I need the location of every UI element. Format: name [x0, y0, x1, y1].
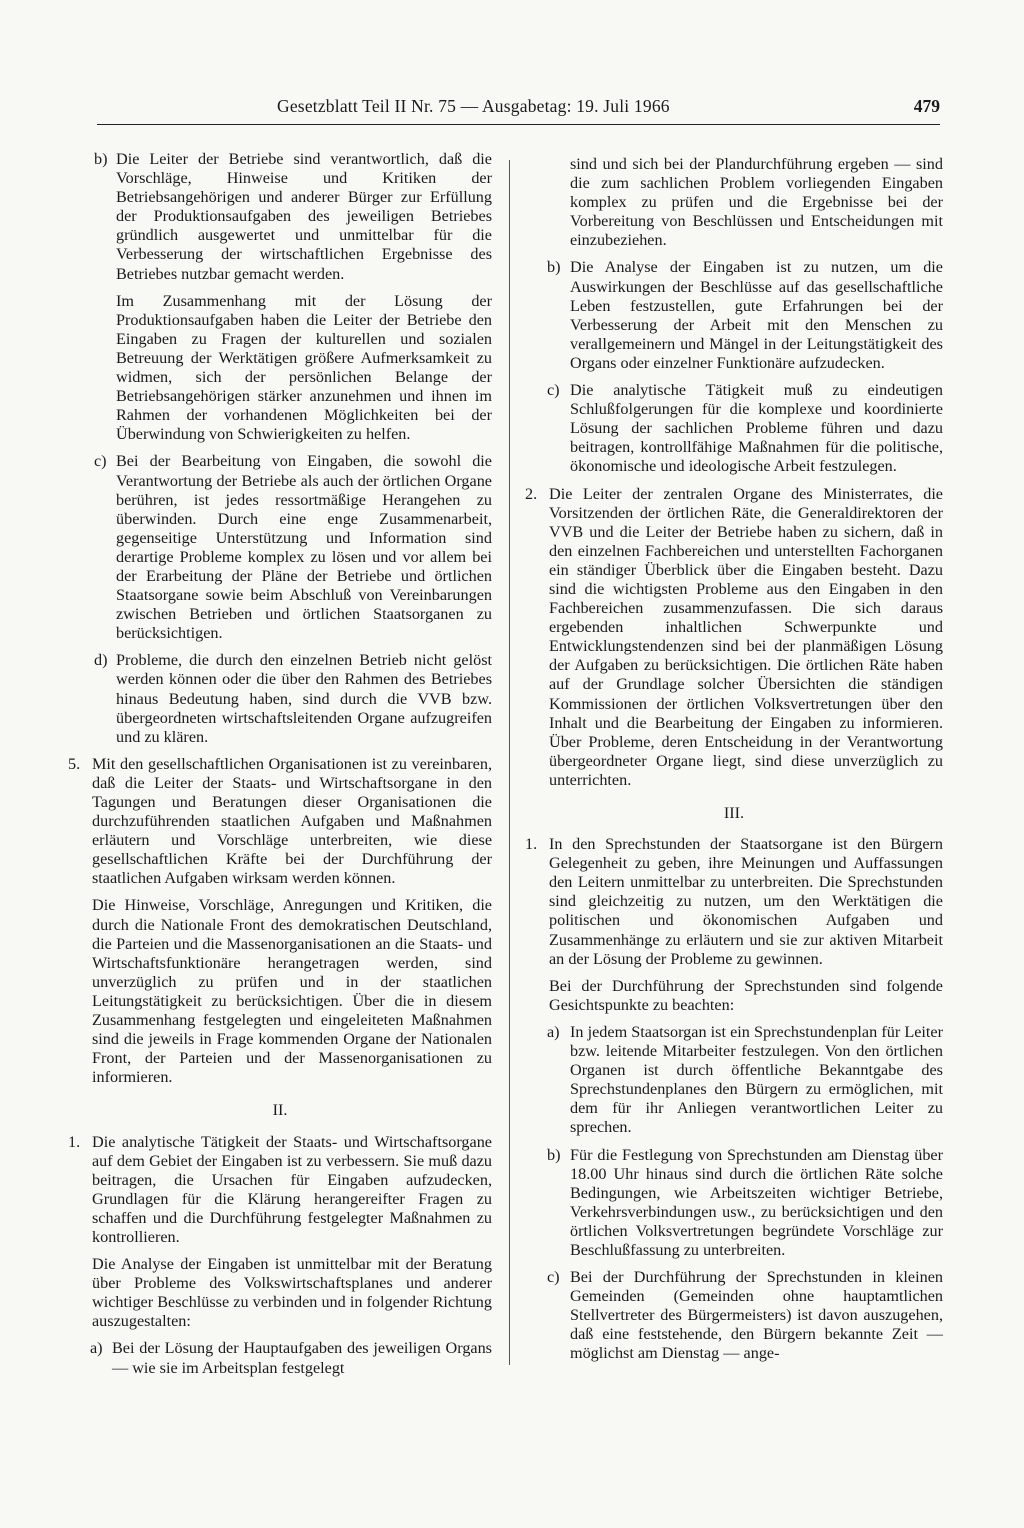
paragraph-text: Bei der Lösung der Hauptaufgaben des jeweiligen Organs — wie sie im Arbeitsplan festgelegt — [112, 1339, 492, 1377]
paragraph-ii-1 — [68, 1133, 492, 1248]
paragraph-b — [68, 150, 492, 284]
paragraph-text: Die analytische Tätigkeit der Staats- und Wirtschaftsorgane auf dem Gebiet der Eingaben ist zu verbessern. Sie muß dazu beitragen, die Ursachen für Eingaben aufzudecken, Grundlagen für die Klärung herangereifter Fragen zu schaffen und die Durchführung festgelegter Maßnahmen zu kontrollieren. — [92, 1132, 492, 1246]
paragraph-iii-1-c — [525, 1268, 943, 1363]
paragraph-text: Mit den gesellschaftlichen Organisationen ist zu vereinbaren, daß die Leiter der Staats- und Wirtschaftsorgane in den Tagungen und Beratungen dieser Organisationen die durchzuführenden staatlichen Aufgaben und Maßnahmen erläutern und Vorschläge unterbreiten, wie diese gesellschaftlichen Kräfte bei der Durchführung der staatlichen Aufgaben wirksam werden können. — [92, 754, 492, 888]
paragraph-iii-1 — [525, 835, 943, 969]
paragraph-5-continued: Die Hinweise, Vorschläge, Anregungen und Kritiken, die durch die Nationale Front des demokratischen Deutschland, die Parteien und die Massenorganisationen an die Staats- und Wirtschaftsfunktionäre herangetragen werden, sind unverzüglich zu prüfen und in der staatlichen Leitungstätigkeit zu berücksichtigen. Über die in diesem Zusammenhang festgelegten und eingeleiteten Maßnahmen sind die jeweils in Frage kommenden Organe der Nationalen Front, der Parteien und der Massenorganisationen zu informieren. — [92, 896, 492, 1087]
paragraph-ii-1-b — [525, 258, 943, 373]
item-label: c) — [94, 452, 107, 471]
page-number: 479 — [913, 96, 940, 116]
item-label: 2. — [525, 484, 538, 503]
item-label: 5. — [68, 754, 81, 773]
paragraph-text: In den Sprechstunden der Staatsorgane ist den Bürgern Gelegenheit zu geben, ihre Meinungen und Auffassungen den Leitern unmittelbar zu unterbreiten. Die Sprechstunden sind gleichzeitig zu nutzen, um den Werktätigen die politischen und ökonomischen Aufgaben und Zusammenhänge zu erläutern und sie zur aktiven Mitarbeit an der Lösung der Probleme zu gewinnen. — [549, 835, 943, 968]
paragraph-text: Die Leiter der zentralen Organe des Ministerrates, die Vorsitzenden der örtlichen Räte, die Generaldirektoren der VVB und die Leiter der Betriebe haben zu sichern, daß in den einzelnen Fachbereichen und unterstellten Fachorganen ein ständiger Überblick über die Eingaben besteht. Dazu sind die wichtigsten Probleme aus den Eingaben in den Fachbereichen zusammenzufassen. Die sich daraus ergebenden inhaltlichen Schwerpunkte und Entwicklungstendenzen sind bei der planmäßigen Lösung der Aufgaben zu berücksichtigen. Die örtlichen Räte haben auf der Grundlage solcher Übersichten die ständigen Kommissionen der örtlichen Volksvertretungen über den Inhalt und die Bearbeitung der Eingaben zu informieren. Über Probleme, deren Entscheidung in der Verantwortung übergeordneter Organe liegt, sind diese unverzüglich zu unterrichten. — [549, 484, 943, 789]
paragraph-text: Für die Festlegung von Sprechstunden am Dienstag über 18.00 Uhr hinaus sind durch die örtlichen Räte solche Bedingungen, wie Arbeitszeiten wichtiger Betriebe, Verkehrsverbindungen usw., zu berücksichtigen und den örtlichen Volksvertretungen begründete Vorschläge zur Beschlußfassung zu unterbreiten. — [570, 1145, 943, 1259]
item-label: a) — [547, 1022, 560, 1041]
item-label: 1. — [525, 835, 538, 854]
paragraph-ii-1-continued: Die Analyse der Eingaben ist unmittelbar mit der Beratung über Probleme des Volkswirtschaftsplanes und anderer wichtiger Beschlüsse zu verbinden und in folgender Richtung auszugestalten: — [92, 1255, 492, 1331]
item-label: b) — [547, 258, 561, 277]
paragraph-text: Die analytische Tätigkeit muß zu eindeutigen Schlußfolgerungen für die komplexe und koordinierte Lösung der sachlichen Probleme führen und dazu beitragen, kontrollfähige Maßnahmen für die politische, ökonomische und ideologische Arbeit festzulegen. — [570, 381, 943, 476]
item-label: 1. — [68, 1132, 81, 1151]
paragraph-c — [68, 452, 492, 643]
paragraph-d — [68, 651, 492, 746]
item-label: d) — [94, 651, 108, 670]
paragraph-iii-1-b — [525, 1146, 943, 1261]
left-column — [68, 150, 492, 1386]
item-label: a) — [90, 1339, 103, 1358]
paragraph-ii-1-a — [68, 1339, 492, 1377]
paragraph-b-continued: Im Zusammenhang mit der Lösung der Produktionsaufgaben haben die Leiter der Betriebe den Eingaben zu Fragen der kulturellen und sozialen Betreuung der Werktätigen größere Aufmerksamkeit zu widmen, sich der persönlichen Belange der Betriebsangehörigen stärker anzunehmen und ihnen im Rahmen der vorhandenen Möglichkeiten bei der Überwindung von Schwierigkeiten zu helfen. — [116, 291, 492, 444]
paragraph-ii-2 — [525, 485, 943, 791]
paragraph-text: Bei der Durchführung der Sprechstunden in kleinen Gemeinden (Gemeinden ohne hauptamtlichen Stellvertreter des Bürgermeisters) ist davon auszugehen, daß eine feststehende, den Bürgern bekannte Zeit — möglichst am Dienstag — ange- — [570, 1268, 943, 1363]
paragraph-ii-1-c — [525, 381, 943, 476]
paragraph-text: Die Analyse der Eingaben ist zu nutzen, um die Auswirkungen der Beschlüsse auf das gesellschaftliche Leben festzustellen, gute Erfahrungen bei der Verbesserung der Arbeit mit den Menschen zu verallgemeinern und Mängel in der Leitungstätigkeit des Organs oder einzelner Funktionäre aufzudecken. — [570, 258, 943, 372]
section-heading-iii: III. — [723, 804, 745, 822]
paragraph-text: Probleme, die durch den einzelnen Betrieb nicht gelöst werden können oder die über den Rahmen des Betriebes hinaus Bedeutung haben, sind durch die VVB bzw. übergeordneten wirtschaftsleitenden Organe aufzugreifen und zu klären. — [116, 651, 492, 746]
paragraph-text: Die Leiter der Betriebe sind verantwortlich, daß die Vorschläge, Hinweise und Kritiken der Betriebsangehörigen und anderer Bürger zur Erfüllung der Produktionsaufgaben des jeweiligen Betriebes gründlich ausgewertet und unmittelbar für die Verbesserung der wirtschaftlichen Ergebnisse des Betriebes nutzbar gemacht werden. — [116, 150, 492, 283]
item-label: c) — [547, 381, 560, 400]
item-label: c) — [547, 1268, 560, 1287]
item-label: b) — [547, 1145, 561, 1164]
paragraph-text: Bei der Bearbeitung von Eingaben, die sowohl die Verantwortung der Betriebe als auch der örtlichen Organe berühren, ist jedes ressortmäßige Herangehen zu überwinden. Durch eine enge Zusammenarbeit, gegenseitige Unterstützung und Information sind derartige Probleme komplex zu lösen und vor allem bei der Erarbeitung der Pläne der Betriebe und örtlichen Staatsorgane sowie beim Abschluß von Vereinbarungen zwischen Betrieben und örtlichen Staatsorganen zu berücksichtigen. — [116, 452, 492, 643]
gazette-title: Gesetzblatt Teil II Nr. 75 — Ausgabetag: 19. Juli 1966 — [277, 96, 670, 116]
column-divider — [509, 160, 510, 1365]
section-heading-ii: II. — [272, 1101, 288, 1120]
item-label: b) — [94, 150, 108, 168]
paragraph-a-continued: sind und sich bei der Plandurchführung ergeben — sind die zum sachlichen Problem vorliegenden Eingaben komplex zu prüfen und die Ergebnisse bei der Vorbereitung von Beschlüssen und Entscheidungen mit einzubeziehen. — [570, 155, 943, 250]
paragraph-text: In jedem Staatsorgan ist ein Sprechstundenplan für Leiter bzw. leitende Mitarbeiter festzulegen. Von den örtlichen Organen ist durch öffentliche Bekanntgabe des Sprechstundenplanes den Bürgern zu ermöglichen, mit dem für ihr Anliegen verantwortlichen Leiter zu sprechen. — [570, 1022, 943, 1137]
right-column — [525, 155, 943, 1372]
page-header — [97, 94, 940, 125]
paragraph-iii-1-a — [525, 1023, 943, 1138]
paragraph-iii-1-continued: Bei der Durchführung der Sprechstunden sind folgende Gesichtspunkte zu beachten: — [549, 976, 943, 1014]
paragraph-5 — [68, 755, 492, 889]
